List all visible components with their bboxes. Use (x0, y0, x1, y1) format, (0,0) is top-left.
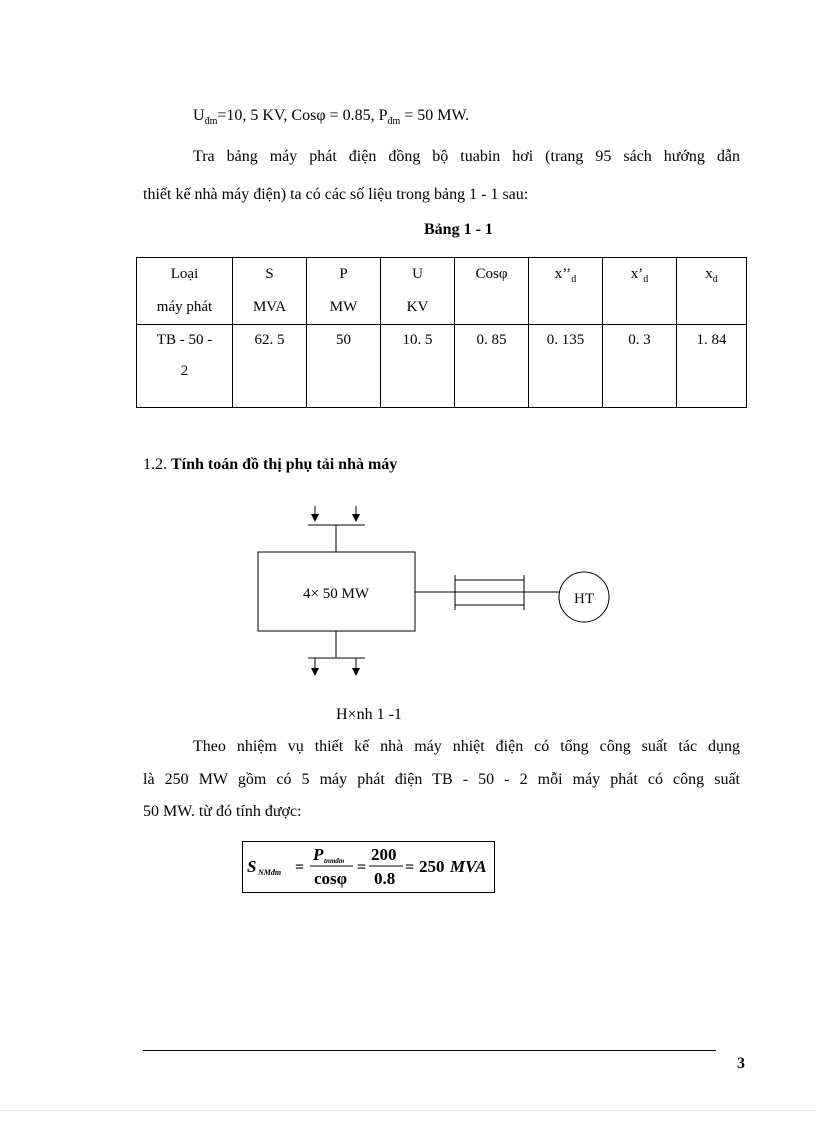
formula-denominator: cosφ (314, 869, 348, 888)
formula-lhs: S (247, 857, 257, 876)
paragraph-2-line-3: 50 MW. từ đó tính được: (143, 803, 302, 820)
table-row (137, 325, 747, 408)
cell-xd: 1. 84 (677, 325, 747, 408)
formula-result: 250 (419, 857, 445, 876)
table-header-row (137, 258, 747, 325)
bottom-arrowhead-left (311, 668, 319, 676)
plant-diagram (250, 500, 620, 685)
cell-cosphi: 0. 85 (455, 325, 529, 408)
formula-box (242, 841, 495, 893)
formula-eq-1: = (295, 859, 305, 876)
header-cell-s: S MVA (233, 258, 307, 325)
paragraph-2-line-1: Theo nhiệm vụ thiết kế nhà máy nhiệt điện có tổng công suất tác dụng (193, 738, 740, 755)
header-cell-cosphi: Cosφ (455, 258, 529, 325)
section-heading: 1.2. Tính toán đồ thị phụ tải nhà máy (143, 456, 398, 473)
footer-rule (143, 1050, 716, 1051)
paragraph-1-line-1: Tra bảng máy phát điện đồng bộ tuabin hơi (trang 95 sách hướng dẫn (193, 148, 740, 165)
page-bottom-dotted-line (0, 1110, 816, 1111)
cell-s: 62. 5 (233, 325, 307, 408)
header-cell-xd: $x_d$ (677, 258, 747, 325)
header-cell-p: P MW (307, 258, 381, 325)
system-label: HT (574, 591, 594, 607)
formula (243, 842, 494, 892)
header-cell-xdd: $x’’_d$ (529, 258, 603, 325)
cell-xdd: 0. 135 (529, 325, 603, 408)
table-title: Bảng 1 - 1 (424, 221, 493, 238)
formula-lhs-sub: NMđm (258, 868, 282, 877)
bottom-arrowhead-right (352, 668, 360, 676)
formula-eq-3: = (405, 859, 415, 876)
cell-u: 10. 5 (381, 325, 455, 408)
cell-type: TB - 50 - 2 (137, 325, 233, 408)
header-cell-u: U KV (381, 258, 455, 325)
page-number: 3 (737, 1055, 745, 1072)
rated-values-line: $U_{đm}=10$, 5 KV, Cosφ = 0.85, $P_{đm} = 50$ MW. (193, 107, 470, 127)
formula-eq-2: = (357, 859, 367, 876)
cell-p: 50 (307, 325, 381, 408)
top-arrowhead-right (352, 514, 360, 522)
figure-caption: H×nh 1 -1 (336, 706, 402, 723)
generator-block-label: 4× 50 MW (303, 586, 369, 602)
cell-xd-prime: 0. 3 (603, 325, 677, 408)
formula-numerator-2: 200 (371, 845, 397, 864)
header-cell-xd-prime: $x’_d$ (603, 258, 677, 325)
formula-numerator: P (313, 845, 324, 864)
formula-denominator-2: 0.8 (374, 869, 396, 888)
formula-numerator-sub: tnmđm (324, 857, 345, 865)
paragraph-2-line-2: là 250 MW gồm có 5 máy phát điện TB - 50 - 2 mỗi máy phát có công suất (143, 771, 740, 788)
header-cell-type: Loại máy phát (137, 258, 233, 325)
formula-unit: MVA (450, 857, 487, 876)
generator-parameter-table (136, 257, 747, 408)
top-arrowhead-left (311, 514, 319, 522)
paragraph-1-line-2: thiết kế nhà máy điện) ta có các số liệu trong bảng 1 - 1 sau: (143, 186, 529, 203)
